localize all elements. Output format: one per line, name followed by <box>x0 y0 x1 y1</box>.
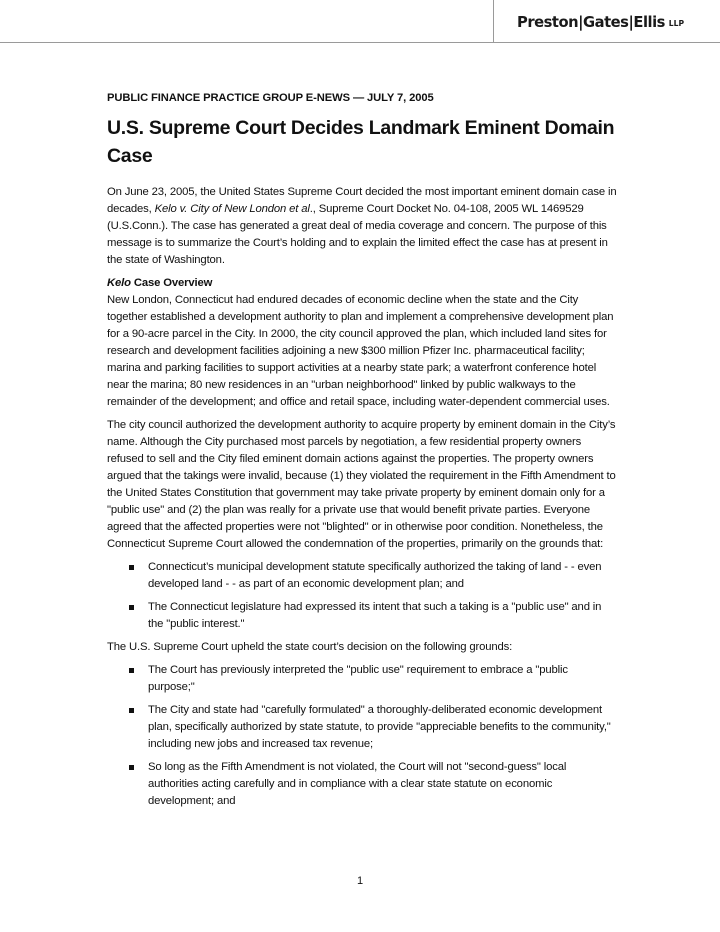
header-divider-horizontal <box>0 42 720 43</box>
bullet-icon <box>129 605 134 610</box>
firm-logo <box>517 13 684 31</box>
page-title: U.S. Supreme Court Decides Landmark Eminent Domain Case <box>107 117 615 167</box>
bullet-icon <box>129 668 134 673</box>
page-number: 1 <box>356 875 364 887</box>
section-heading: Kelo Case Overview <box>107 277 213 289</box>
overview-paragraph-2: The city council authorized the development authority to acquire property by eminent domain in the City’s name. Although the City purchased most parcels by negotiation, a few residential property owners refused to sell and the City filed eminent domain actions against the properties. The property owners argued that the takings were invalid, because (1) they violated the requirement in the Fifth Amendment to the United States Constitution that government may take private property by eminent domain only for a "public use" and (2) the plan was really for a private use that would benefit private parties. Everyone agreed that the affected properties were not "blighted" or in otherwise poor condition. Nonetheless, the Connecticut Supreme Court allowed the condemnation of the properties, primarily on the grounds that: <box>107 419 616 550</box>
list-item: The City and state had "carefully formulated" a thoroughly-deliberated economic development plan, specifically authorized by state statute, to provide "appreciable benefits to the community," including new jobs and increased tax revenue; <box>107 702 617 753</box>
document-body <box>107 92 617 816</box>
list-item: Connecticut’s municipal development statute specifically authorized the taking of land - - even developed land - - as part of an economic development plan; and <box>107 559 617 593</box>
firm-name: Preston|Gates|Ellis <box>517 13 665 31</box>
bullet-icon <box>129 708 134 713</box>
list-item: The Connecticut legislature had expressed its intent that such a taking is a "public use" and in the "public interest." <box>107 599 617 633</box>
intro-paragraph: On June 23, 2005, the United States Supreme Court decided the most important eminent domain case in decades, Kelo v. City of New London et al., Supreme Court Docket No. 04-108, 2005 WL 1469529 (U.S.Conn.). The case has generated a great deal of media coverage and concern. The purpose of this message is to summarize the Court’s holding and to explain the limited effect the case has at present in the state of Washington. <box>107 186 617 266</box>
list-item: The Court has previously interpreted the "public use" requirement to embrace a "public purpose;" <box>107 662 617 696</box>
overview-paragraph-3: The U.S. Supreme Court upheld the state court’s decision on the following grounds: <box>107 641 513 653</box>
case-citation: Kelo v. City of New London et al <box>154 203 310 215</box>
connecticut-grounds-list <box>107 559 617 633</box>
bullet-icon <box>129 765 134 770</box>
supreme-court-grounds-list <box>107 662 617 810</box>
overview-paragraph-1: New London, Connecticut had endured decades of economic decline when the state and the City together established a development authority to plan and implement a comprehensive development plan for a 90-acre parcel in the City. In 2000, the city council approved the plan, which included land sites for research and development facilities adjoining a new $300 million Pfizer Inc. pharmaceutical facility; marina and parking facilities to support activities at a nearby state park; a waterfront conference hotel near the marina; 80 new residences in an "urban neighborhood" linked by public walkways to the remainder of the development; and office and retail space, including water-dependent commercial uses. <box>107 294 614 408</box>
list-item: So long as the Fifth Amendment is not violated, the Court will not "second-guess" local authorities acting carefully and in compliance with a clear state statute on economic development; and <box>107 759 617 810</box>
newsletter-kicker: PUBLIC FINANCE PRACTICE GROUP E-NEWS — JULY 7, 2005 <box>107 92 434 104</box>
bullet-icon <box>129 565 134 570</box>
header-divider-vertical <box>493 0 494 42</box>
firm-llp: LLP <box>668 19 685 28</box>
